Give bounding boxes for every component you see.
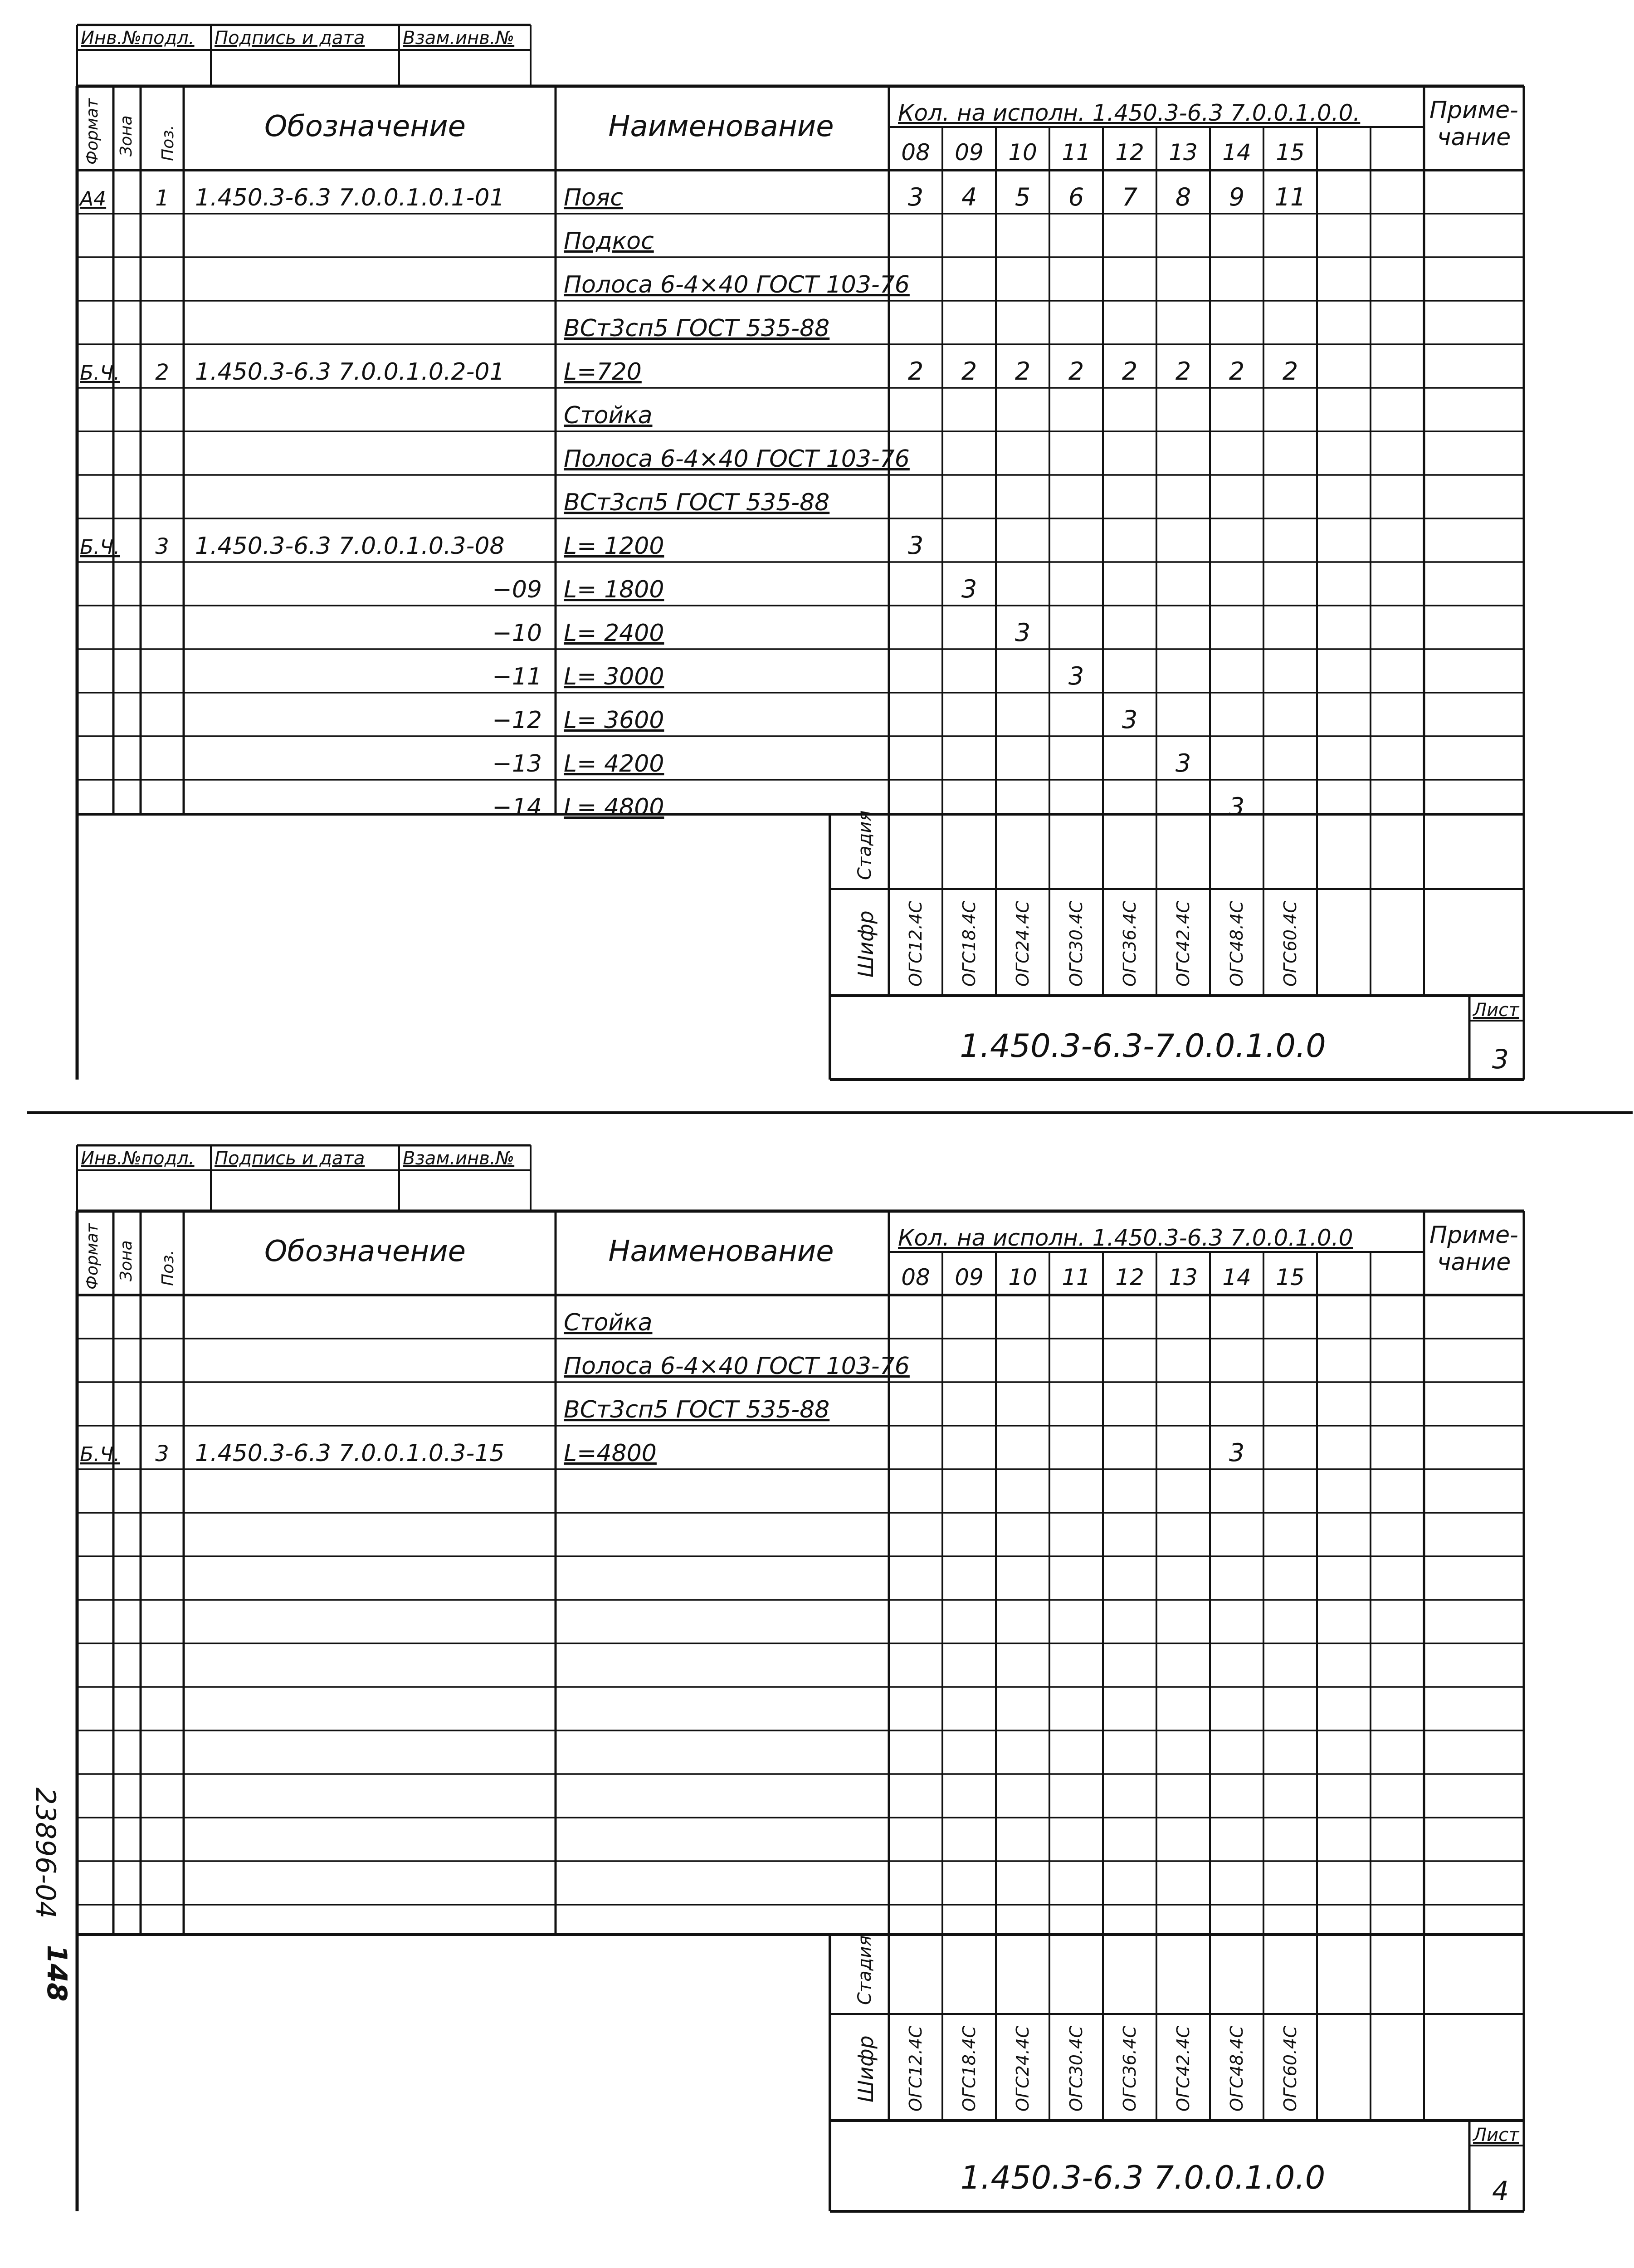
variant-code: ОГС24.4С	[1013, 901, 1033, 987]
variant-code: ОГС36.4С	[1120, 2026, 1140, 2112]
cell-qty: 2	[1122, 357, 1138, 386]
cell-name: Полоса 6-4×40 ГОСТ 103-76	[564, 1353, 910, 1380]
cell-qty: 9	[1229, 183, 1245, 211]
sheet-separator	[27, 1111, 1633, 1114]
cell-qty: 5	[1015, 183, 1031, 211]
cell-name: L= 1200	[564, 533, 664, 560]
stamp-header: Взам.инв.№	[403, 28, 515, 49]
cell-qty: 3	[1015, 618, 1031, 647]
variant-header: 13	[1169, 139, 1198, 166]
cell-qty: 2	[1175, 357, 1191, 386]
cell-name: L= 3000	[564, 663, 664, 690]
cell-name: ВСт3сп5 ГОСТ 535-88	[564, 315, 830, 342]
document-number: 1.450.3-6.3 7.0.0.1.0.0	[960, 2159, 1326, 2196]
variant-header: 15	[1276, 139, 1305, 166]
cell-qty: 3	[907, 531, 924, 560]
stamp-header: Подпись и дата	[215, 1148, 365, 1169]
variant-header: 09	[955, 1264, 984, 1290]
header-name: Наименование	[608, 110, 834, 143]
cell-qty: 3	[1229, 1438, 1245, 1467]
header-name: Наименование	[608, 1235, 834, 1268]
variant-header: 15	[1276, 1264, 1305, 1290]
cell-format: Б.Ч.	[80, 362, 120, 385]
cell-name: L=4800	[564, 1440, 657, 1467]
header-zone: Зона	[117, 115, 136, 156]
variant-header: 09	[955, 139, 984, 166]
header-designation: Обозначение	[264, 110, 466, 143]
stage-label: Стадия	[854, 1935, 875, 2005]
cell-pos: 3	[155, 534, 169, 559]
cell-pos: 1	[155, 186, 169, 211]
archive-number: 23896-04	[29, 1787, 61, 1919]
variant-code: ОГС48.4С	[1227, 2026, 1247, 2112]
sheet-number: 3	[1492, 1044, 1509, 1075]
cell-designation: 1.450.3-6.3 7.0.0.1.0.3-15	[195, 1440, 505, 1467]
spec-sheet-4	[0, 1125, 1634, 2268]
variant-code: ОГС18.4С	[959, 901, 979, 987]
sheet-label: Лист	[1473, 1000, 1519, 1021]
cell-qty: 3	[1068, 662, 1084, 690]
cell-qty: 4	[961, 183, 977, 211]
variant-code: ОГС18.4С	[959, 2026, 979, 2112]
cell-name: L= 1800	[564, 576, 664, 603]
header-note-line1: Приме-	[1429, 1222, 1518, 1249]
cell-name: L= 4800	[564, 794, 664, 821]
cell-name: ВСт3сп5 ГОСТ 535-88	[564, 489, 830, 516]
cell-designation: −11	[492, 663, 542, 690]
variant-code: ОГС42.4С	[1173, 2026, 1193, 2112]
variant-header: 14	[1222, 139, 1251, 166]
stamp-header: Взам.инв.№	[403, 1148, 515, 1169]
header-format: Формат	[83, 1223, 102, 1290]
header-zone: Зона	[117, 1240, 136, 1281]
variant-code: ОГС48.4С	[1227, 901, 1247, 987]
margin-note	[14, 1737, 77, 1973]
variant-code: ОГС42.4С	[1173, 901, 1193, 987]
cell-designation: −09	[492, 576, 542, 603]
cell-designation: 1.450.3-6.3 7.0.0.1.0.1-01	[195, 184, 505, 211]
variant-code: ОГС24.4С	[1013, 2026, 1033, 2112]
variant-header: 10	[1008, 1264, 1037, 1290]
header-note-line2: чание	[1437, 124, 1511, 151]
cell-name: Пояс	[564, 184, 623, 211]
cell-name: L= 4200	[564, 750, 664, 777]
header-note-line2: чание	[1437, 1249, 1511, 1276]
variant-code: ОГС60.4С	[1280, 901, 1300, 987]
header-pos: Поз.	[159, 1250, 177, 1286]
stamp-header: Инв.№подл.	[81, 1148, 195, 1169]
cell-qty: 6	[1068, 183, 1084, 211]
cell-designation: −13	[492, 750, 542, 777]
variant-code: ОГС36.4С	[1120, 901, 1140, 987]
cell-designation: −14	[492, 794, 542, 821]
cell-format: А4	[80, 187, 107, 210]
cell-qty: 2	[1068, 357, 1084, 386]
cell-designation: 1.450.3-6.3 7.0.0.1.0.3-08	[195, 533, 505, 560]
cell-name: L=720	[564, 358, 642, 386]
code-label: Шифр	[854, 910, 878, 978]
variant-header: 12	[1115, 1264, 1144, 1290]
stage-label: Стадия	[854, 810, 875, 880]
cell-name: Стойка	[564, 1309, 653, 1336]
cell-designation: −10	[492, 620, 542, 647]
cell-format: Б.Ч.	[80, 1443, 120, 1466]
variant-code: ОГС12.4С	[906, 901, 926, 987]
cell-name: Полоса 6-4×40 ГОСТ 103-76	[564, 445, 910, 473]
variant-header: 11	[1062, 1264, 1091, 1290]
code-label: Шифр	[854, 2035, 878, 2102]
cell-designation: −12	[492, 707, 542, 734]
cell-pos: 3	[155, 1441, 169, 1466]
header-pos: Поз.	[159, 125, 177, 161]
document-number: 1.450.3-6.3-7.0.0.1.0.0	[960, 1027, 1326, 1065]
cell-name: Стойка	[564, 402, 653, 429]
cell-name: Полоса 6-4×40 ГОСТ 103-76	[564, 271, 910, 298]
variant-code: ОГС30.4С	[1066, 901, 1086, 987]
stamp-header: Инв.№подл.	[81, 28, 195, 49]
sheet-number: 4	[1492, 2175, 1509, 2206]
variant-header: 13	[1169, 1264, 1198, 1290]
cell-name: ВСт3сп5 ГОСТ 535-88	[564, 1396, 830, 1423]
spec-sheet-3	[0, 0, 1634, 1107]
variant-header: 11	[1062, 139, 1091, 166]
cell-designation: 1.450.3-6.3 7.0.0.1.0.2-01	[195, 358, 505, 386]
cell-pos: 2	[155, 360, 169, 385]
variant-code: ОГС60.4С	[1280, 2026, 1300, 2112]
cell-qty: 3	[907, 183, 924, 211]
cell-qty: 8	[1175, 183, 1191, 211]
variant-header: 12	[1115, 139, 1144, 166]
cell-qty: 3	[961, 575, 977, 603]
cell-qty: 3	[1122, 705, 1138, 734]
cell-name: Подкос	[564, 228, 654, 255]
variant-header: 10	[1008, 139, 1037, 166]
variant-code: ОГС30.4С	[1066, 2026, 1086, 2112]
cell-qty: 7	[1122, 183, 1138, 211]
cell-qty: 2	[1015, 357, 1031, 386]
cell-name: L= 2400	[564, 620, 664, 647]
header-qty-title: Кол. на исполн. 1.450.3-6.3 7.0.0.1.0.0	[898, 1225, 1353, 1251]
header-note-line1: Приме-	[1429, 97, 1518, 124]
variant-header: 14	[1222, 1264, 1251, 1290]
cell-format: Б.Ч.	[80, 536, 120, 559]
header-format: Формат	[83, 98, 102, 165]
cell-qty: 2	[1282, 357, 1298, 386]
spec-table-sheet-3	[0, 0, 1634, 1107]
cell-qty: 2	[907, 357, 924, 386]
variant-header: 08	[901, 139, 930, 166]
variant-code: ОГС12.4С	[906, 2026, 926, 2112]
header-qty-title: Кол. на исполн. 1.450.3-6.3 7.0.0.1.0.0.	[898, 100, 1361, 126]
cell-qty: 2	[1229, 357, 1245, 386]
cell-qty: 11	[1274, 183, 1306, 211]
header-designation: Обозначение	[264, 1235, 466, 1268]
cell-qty: 2	[961, 357, 977, 386]
sheet-label: Лист	[1473, 2125, 1519, 2146]
variant-header: 08	[901, 1264, 930, 1290]
cell-qty: 3	[1175, 749, 1191, 777]
stamp-header: Подпись и дата	[215, 28, 365, 49]
cell-name: L= 3600	[564, 707, 664, 734]
cell-qty: 3	[1229, 792, 1245, 821]
spec-table-sheet-4	[0, 1125, 1634, 2268]
page-number: 148	[41, 1945, 73, 2002]
